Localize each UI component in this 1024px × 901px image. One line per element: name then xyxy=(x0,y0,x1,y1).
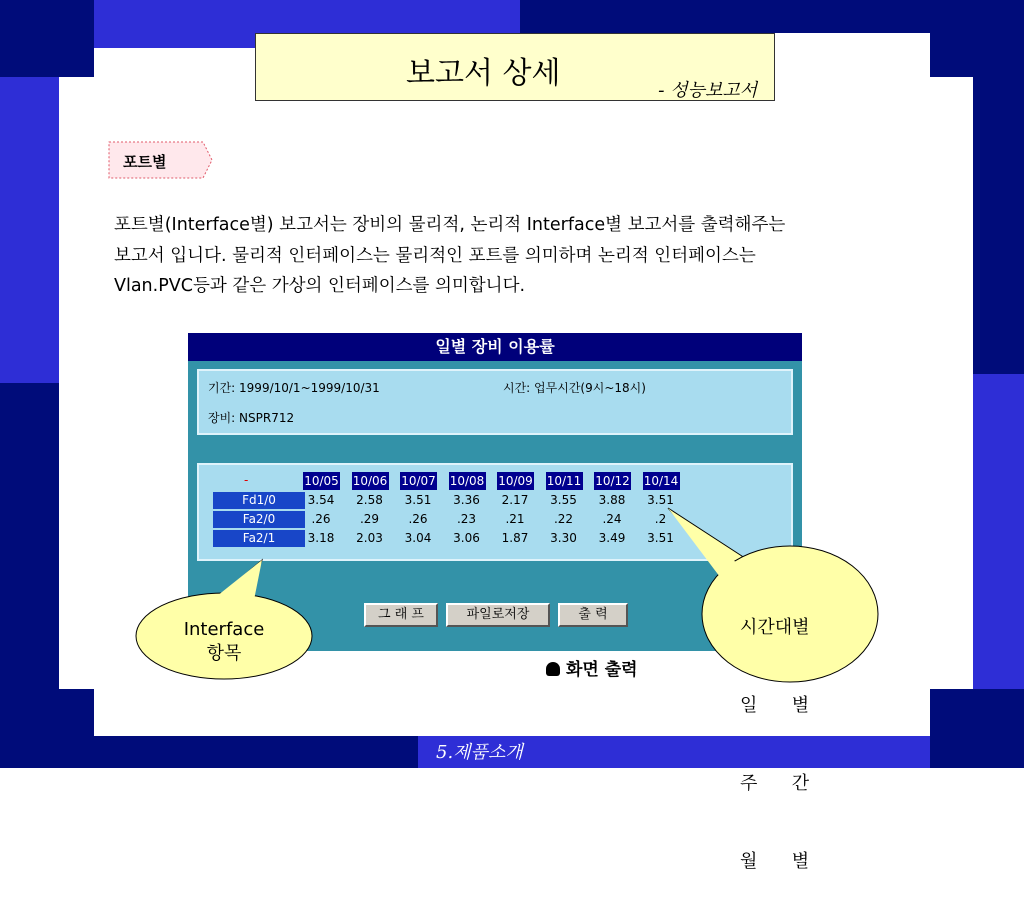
row-label: Fa2/0 xyxy=(213,511,305,528)
interface-callout-text xyxy=(164,618,284,666)
period-label: 기간: 1999/10/1~1999/10/31 xyxy=(208,381,380,395)
table-cell: .2 xyxy=(654,512,667,526)
date-header-cell: 10/14 xyxy=(643,474,679,488)
table-cell: .21 xyxy=(505,512,525,526)
row-label: Fd1/0 xyxy=(213,492,305,509)
table-cell: 3.51 xyxy=(404,493,432,507)
table-cell: .23 xyxy=(456,512,477,526)
table-cell: 3.51 xyxy=(647,493,674,507)
table-cell: 1.87 xyxy=(501,531,529,545)
section-tag-label: 포트별 xyxy=(123,153,167,171)
date-header-cell: 10/12 xyxy=(595,474,630,488)
table-cell: 3.30 xyxy=(550,531,577,545)
description-line: 포트별(Interface별) 보고서는 장비의 물리적, 논리적 Interface별 보고서를 출력해주는 xyxy=(114,215,786,235)
date-header-cell: 10/06 xyxy=(352,474,388,488)
table-cell: .22 xyxy=(553,512,574,526)
table-cell: .26 xyxy=(408,512,428,526)
table-corner: - xyxy=(244,473,249,487)
print-button[interactable]: 출 력 xyxy=(558,603,628,627)
interface-callout-line: 항목 xyxy=(206,643,242,664)
period-callout-text xyxy=(740,563,840,901)
interface-callout-line: Interface xyxy=(183,619,265,640)
date-header-cell: 10/07 xyxy=(401,474,436,488)
save-file-button[interactable]: 파일로저장 xyxy=(446,603,550,627)
period-callout-line: 시간대별 xyxy=(740,617,810,638)
table-cell: .24 xyxy=(602,512,622,526)
table-cell: 3.55 xyxy=(550,493,577,507)
screen-output-text: 화면 출력 xyxy=(566,660,638,680)
table-cell: 2.17 xyxy=(501,493,529,507)
row-label: Fa2/1 xyxy=(213,530,305,547)
period-callout-line: 일 별 xyxy=(740,695,810,716)
table-cell: 3.04 xyxy=(404,531,432,545)
description-line: Vlan.PVC등과 같은 가상의 인터페이스를 의미합니다. xyxy=(114,276,526,296)
device-label: 장비: NSPR712 xyxy=(208,411,295,425)
table-cell: 3.36 xyxy=(453,493,480,507)
table-cell: 3.88 xyxy=(598,493,626,507)
table-cell: .26 xyxy=(311,512,331,526)
pointer-hand-icon xyxy=(546,662,560,676)
table-cell: 3.51 xyxy=(647,531,674,545)
period-callout-line: 주 간 xyxy=(740,773,810,794)
table-cell: 3.54 xyxy=(307,493,335,507)
page-title: 보고서 상세 xyxy=(406,56,561,91)
footer-section-title: 5.제품소개 xyxy=(436,742,523,763)
page-subtitle: - 성능보고서 xyxy=(658,80,758,101)
table-cell: 2.58 xyxy=(356,493,383,507)
period-callout-line: 월 별 xyxy=(740,851,810,872)
date-header-cell: 10/08 xyxy=(449,474,485,488)
table-cell: 3.18 xyxy=(307,531,335,545)
table-cell: 3.06 xyxy=(453,531,480,545)
time-label: 시간: 업무시간(9시~18시) xyxy=(503,381,646,395)
table-cell: 2.03 xyxy=(356,531,383,545)
graph-button[interactable]: 그 래 프 xyxy=(364,603,438,627)
date-header-cell: 10/11 xyxy=(546,474,582,488)
description-line: 보고서 입니다. 물리적 인터페이스는 물리적인 포트를 의미하며 논리적 인터페이스는 xyxy=(114,245,756,266)
date-header-cell: 10/09 xyxy=(498,474,533,488)
table-cell: 3.49 xyxy=(598,531,626,545)
date-header-cell: 10/05 xyxy=(304,474,339,488)
screen-output-label xyxy=(546,655,638,680)
table-cell: .29 xyxy=(359,512,380,526)
window-title: 일별 장비 이용률 xyxy=(188,333,802,361)
